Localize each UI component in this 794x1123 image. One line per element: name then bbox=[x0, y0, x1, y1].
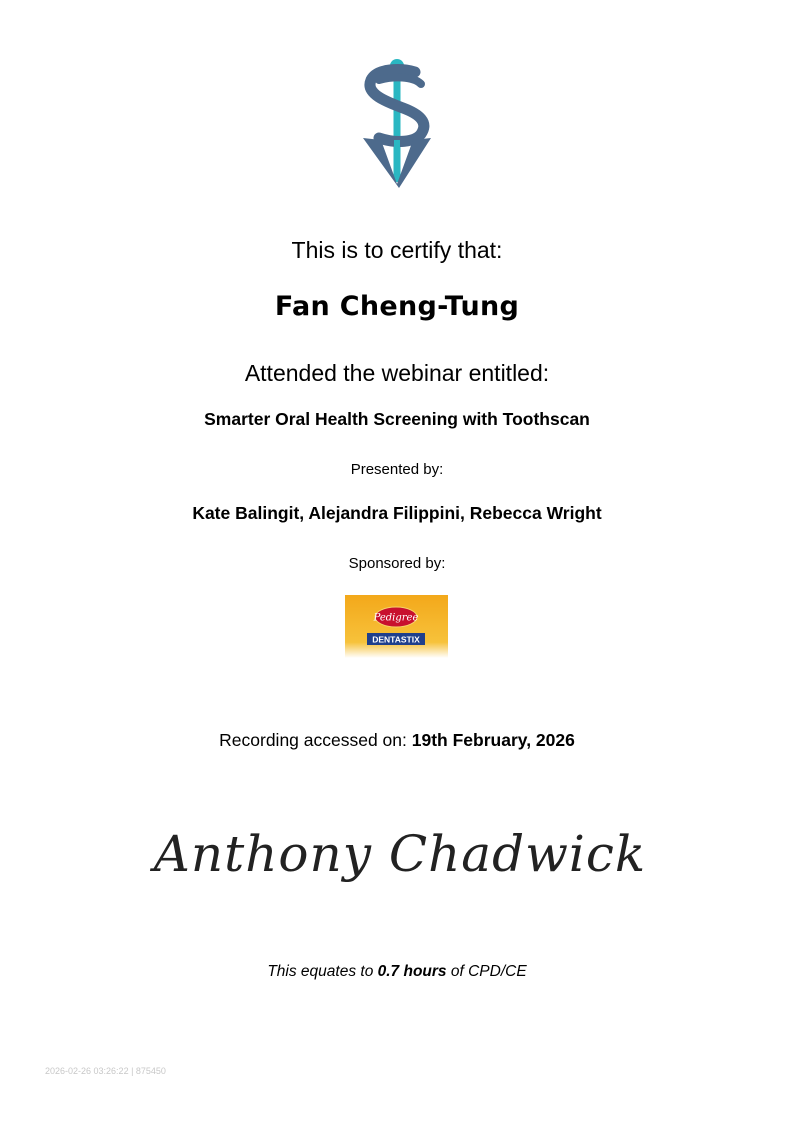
presented-by-label: Presented by: bbox=[350, 461, 444, 478]
cpd-prefix: This equates to bbox=[267, 963, 374, 980]
footer-stamp: 2026-02-26 03:26:22 | 875450 bbox=[45, 1066, 166, 1076]
cpd-suffix: of CPD/CE bbox=[450, 963, 527, 980]
recipient-name: Fan Cheng-Tung bbox=[274, 291, 520, 322]
cpd-equivalence-line bbox=[0, 963, 794, 981]
veterinary-caduceus-icon bbox=[357, 58, 437, 190]
attended-intro-text: Attended the webinar entitled: bbox=[244, 360, 550, 386]
presenters-list: Kate Balingit, Alejandra Filippini, Rebecca Wright bbox=[192, 503, 602, 523]
svg-text:Anthony Chadwick: Anthony Chadwick bbox=[153, 825, 647, 883]
signature bbox=[153, 805, 647, 915]
access-date: 19th February, 2026 bbox=[411, 730, 575, 750]
svg-text:Pedigree: Pedigree bbox=[373, 612, 419, 624]
webinar-title: Smarter Oral Health Screening with Toothscan bbox=[204, 409, 590, 429]
access-label: Recording accessed on: bbox=[219, 730, 407, 750]
cpd-hours: 0.7 hours bbox=[377, 963, 447, 980]
recording-access-line bbox=[0, 730, 794, 751]
sponsored-by-label: Sponsored by: bbox=[348, 555, 446, 572]
sponsor-logo bbox=[345, 595, 448, 658]
svg-text:DENTASTIX: DENTASTIX bbox=[372, 634, 420, 645]
certify-intro-text: This is to certify that: bbox=[291, 237, 503, 263]
